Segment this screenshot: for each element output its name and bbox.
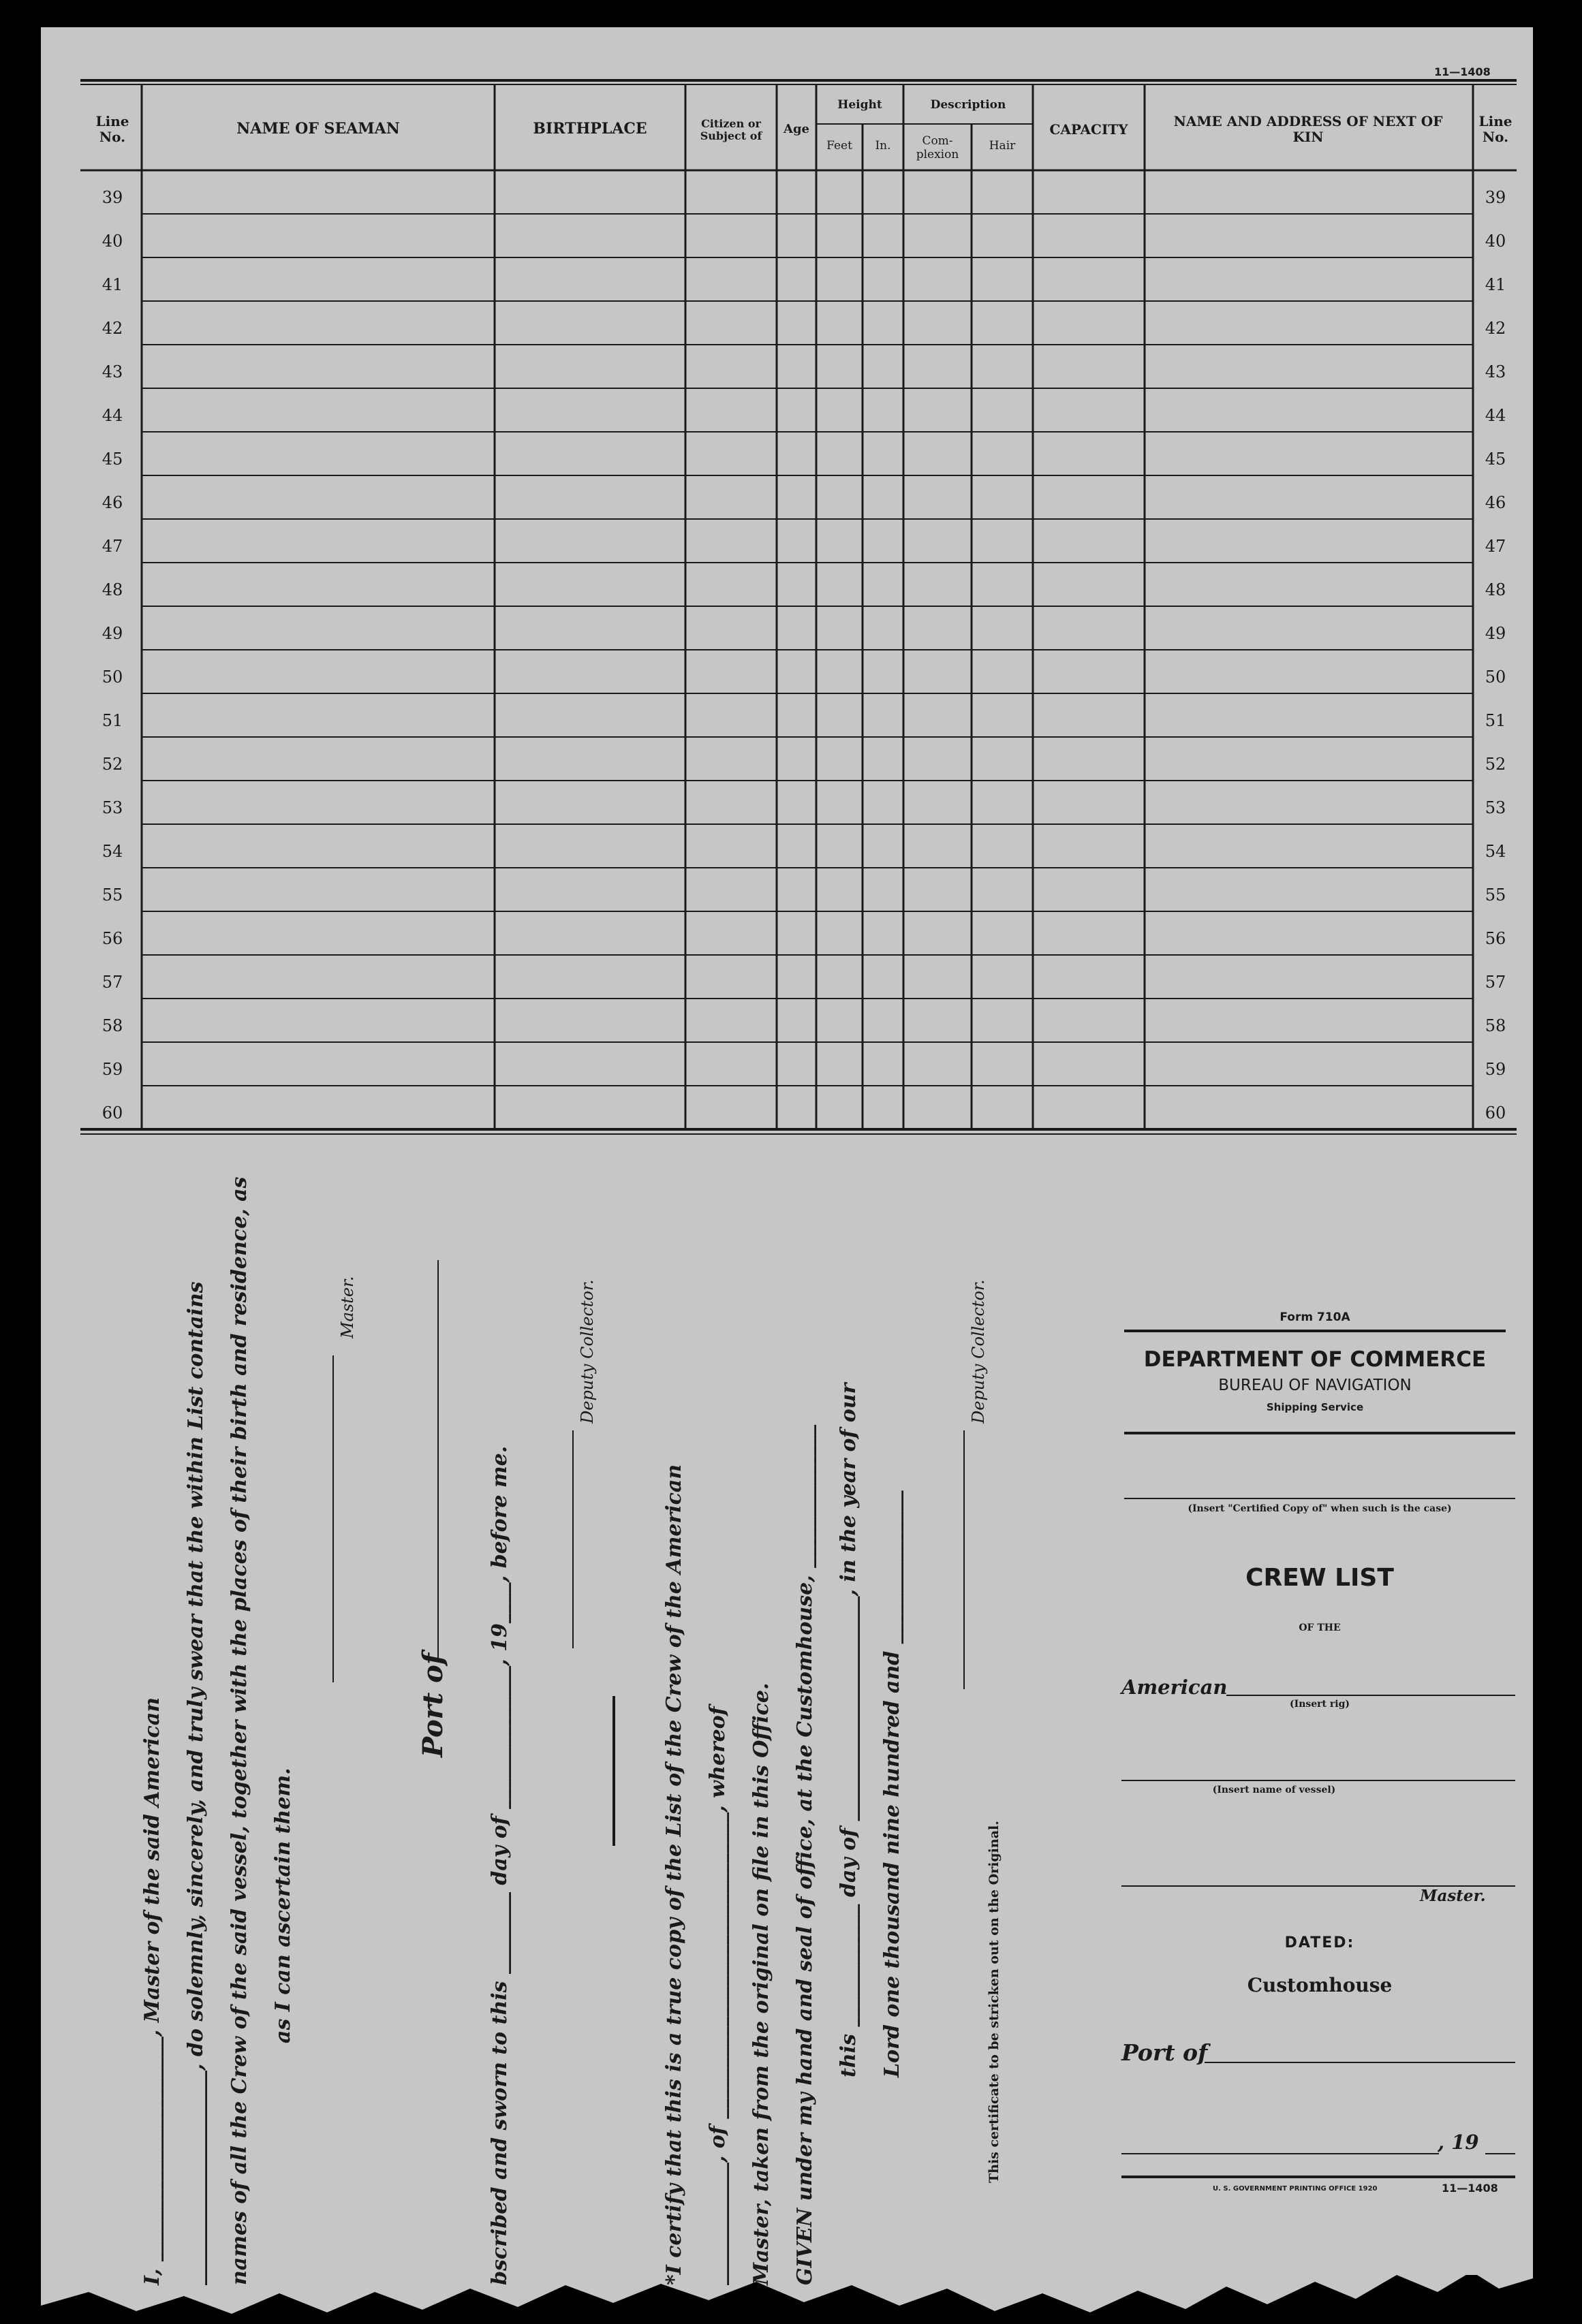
header-hair: Hair <box>989 139 1016 153</box>
year-line <box>1485 2152 1515 2155</box>
line-number-right: 44 <box>1485 405 1506 425</box>
line-number-right: 57 <box>1485 972 1506 992</box>
year-label: , 19 <box>1438 2131 1479 2154</box>
line-number-left: 52 <box>102 754 123 774</box>
line-number-left: 56 <box>102 928 123 948</box>
line-number-left: 51 <box>102 710 123 730</box>
line-number-left: 44 <box>102 405 123 425</box>
line-number-right: 43 <box>1485 362 1506 381</box>
rig-line <box>1226 1694 1515 1697</box>
oath-port-of: Port of <box>417 1652 449 1757</box>
oath-subscribed: bscribed and sworn to this ________ day of ______________, 19____, before me. <box>488 1445 512 2285</box>
line-number-right: 54 <box>1485 841 1506 861</box>
line-number-right: 49 <box>1485 623 1506 643</box>
line-number-left: 45 <box>102 449 123 469</box>
oath-deputy-collector-1: Deputy Collector. <box>578 1279 597 1424</box>
port-signature-line <box>436 1260 440 1662</box>
american-label: American <box>1121 1676 1228 1699</box>
line-number-left: 39 <box>102 187 123 207</box>
line-number-left: 59 <box>102 1059 123 1079</box>
line-number-right: 40 <box>1485 231 1506 251</box>
line-number-left: 57 <box>102 972 123 992</box>
line-number-right: 56 <box>1485 928 1506 948</box>
line-number-left: 53 <box>102 798 123 817</box>
line-number-left: 42 <box>102 318 123 338</box>
crew-list-title: CREW LIST <box>1245 1564 1394 1592</box>
header-complexion: Com-plexion <box>916 134 959 161</box>
line-number-left: 55 <box>102 885 123 905</box>
form-number-bottom: 11—1408 <box>1442 2182 1498 2195</box>
header-birthplace: BIRTHPLACE <box>533 120 647 138</box>
line-number-right: 45 <box>1485 449 1506 469</box>
insert-certified-note: (Insert "Certified Copy of" when such is the case) <box>1188 1503 1452 1514</box>
line-number-left: 41 <box>102 274 123 294</box>
master-signature-line <box>331 1355 335 1682</box>
cover-master-label: Master. <box>1420 1887 1486 1905</box>
line-number-right: 52 <box>1485 754 1506 774</box>
dated-label: DATED: <box>1284 1934 1355 1951</box>
line-number-left: 40 <box>102 231 123 251</box>
line-number-right: 47 <box>1485 536 1506 556</box>
line-number-right: 48 <box>1485 580 1506 599</box>
header-capacity: CAPACITY <box>1049 121 1128 138</box>
line-number-right: 59 <box>1485 1059 1506 1079</box>
cover-rule-mid <box>1124 1430 1515 1436</box>
insert-rig-note: (Insert rig) <box>1290 1699 1350 1710</box>
of-the-label: OF THE <box>1299 1622 1341 1633</box>
line-number-right: 58 <box>1485 1016 1506 1035</box>
form-number: Form 710A <box>1279 1310 1350 1324</box>
oath-line-4: as I can ascertain them. <box>271 1768 295 2043</box>
oath-master-signature: Master. <box>338 1276 357 1338</box>
line-number-right: 50 <box>1485 667 1506 687</box>
date-line <box>1121 2152 1439 2155</box>
header-citizen: Citizen or Subject of <box>700 116 762 142</box>
printing-office-note: U. S. GOVERNMENT PRINTING OFFICE 1920 <box>1213 2185 1378 2193</box>
line-number-right: 39 <box>1485 187 1506 207</box>
header-inches: In. <box>875 139 891 153</box>
line-number-left: 58 <box>102 1016 123 1035</box>
line-number-left: 43 <box>102 362 123 381</box>
certify-line-6: Lord one thousand nine hundred and _______________ <box>880 1490 904 2077</box>
certify-line-5: this ____________ day of ______________________, in the year of our <box>837 1383 860 2077</box>
header-name-of-seaman: NAME OF SEAMAN <box>236 120 400 138</box>
line-number-left: 50 <box>102 667 123 687</box>
line-number-left: 48 <box>102 580 123 599</box>
oath-line-2: _____________________, do solemnly, sincerely, and truly swear that the within List contains <box>184 1281 208 2285</box>
line-number-right: 55 <box>1485 885 1506 905</box>
line-number-left: 60 <box>102 1103 123 1122</box>
cover-port-of-label: Port of <box>1121 2039 1208 2066</box>
certify-line-4: GIVEN under my hand and seal of office, at the Customhouse, ______________ <box>793 1424 817 2285</box>
line-number-right: 46 <box>1485 492 1506 512</box>
header-line-no-right: Line No. <box>1478 113 1513 145</box>
header-line-no-left: Line No. <box>95 113 129 145</box>
department-title: DEPARTMENT OF COMMERCE <box>1143 1347 1487 1372</box>
oath-deputy-collector-2: Deputy Collector. <box>969 1279 988 1424</box>
header-height: Height <box>837 98 882 112</box>
line-number-left: 47 <box>102 536 123 556</box>
divider-rule <box>612 1696 616 1846</box>
insert-name-note: (Insert name of vessel) <box>1212 1785 1336 1795</box>
oath-line-3: names of all the Crew of the said vessel, together with the places of their birth and residence, as <box>228 1176 251 2285</box>
certify-line-3: Master, taken from the original on file in this Office. <box>749 1682 773 2285</box>
certified-copy-line <box>1124 1497 1515 1500</box>
oath-line-1: I, ______________________, Master of the said American <box>140 1697 164 2285</box>
line-number-left: 46 <box>102 492 123 512</box>
customhouse-label: Customhouse <box>1247 1974 1393 1996</box>
vessel-name-line <box>1121 1779 1515 1782</box>
crew-table-grid <box>0 0 1582 1158</box>
deputy-signature-line-2 <box>962 1430 966 1689</box>
bureau-title: BUREAU OF NAVIGATION <box>1218 1377 1412 1394</box>
line-number-right: 41 <box>1485 274 1506 294</box>
line-number-right: 42 <box>1485 318 1506 338</box>
line-number-right: 53 <box>1485 798 1506 817</box>
certify-line-1: *I certify that this is a true copy of the List of the Crew of the American <box>662 1464 686 2285</box>
port-of-line <box>1205 2061 1515 2064</box>
line-number-left: 54 <box>102 841 123 861</box>
line-number-right: 60 <box>1485 1103 1506 1122</box>
header-feet: Feet <box>826 139 852 153</box>
deputy-signature-line-1 <box>571 1430 575 1648</box>
cover-rule-top <box>1124 1328 1506 1334</box>
certify-line-2: ____________, of ______________________________, whereof <box>706 1706 730 2285</box>
stricken-note: This certificate to be stricken out on the Original. <box>987 1821 1002 2183</box>
header-description: Description <box>930 98 1006 112</box>
service-title: Shipping Service <box>1266 1401 1364 1413</box>
header-next-of-kin: NAME AND ADDRESS OF NEXT OF KIN <box>1173 113 1443 145</box>
torn-edge <box>41 2251 1533 2324</box>
line-number-left: 49 <box>102 623 123 643</box>
line-number-right: 51 <box>1485 710 1506 730</box>
header-age: Age <box>783 121 809 136</box>
cover-rule-bottom <box>1121 2174 1515 2180</box>
form-number-top: 11—1408 <box>1434 65 1491 78</box>
